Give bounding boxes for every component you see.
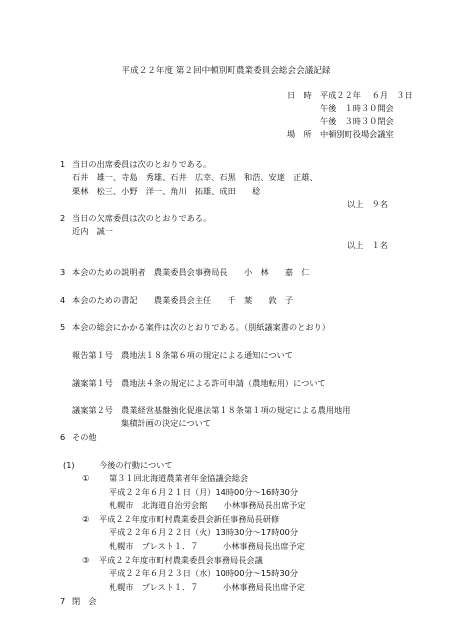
event-1-place: 札幌市 北海道自治労会館 小林事務局長出席予定 (109, 500, 306, 510)
section-number: 6 (60, 432, 66, 442)
section-number: 4 (60, 295, 66, 305)
section-text: 当日の出席委員は次のとおりである。 (72, 159, 212, 169)
subsection-title: 今後の行動について (99, 460, 173, 470)
event-3-date: 平成２２年６月２３日（水）10時00分～15時30分 (109, 568, 299, 578)
event-2-marker: ② (82, 514, 90, 524)
agenda-item-bill-2: 議案第２号 農業経営基盤強化促進法第１８条第１項の規定による農用地用 (72, 405, 351, 415)
attendee-list-line-2: 栗林 松三、小野 洋一、角川 拓雄、成田 稔 (72, 186, 261, 196)
event-1-marker: ① (82, 473, 90, 483)
place-value: 中頓別町役場会議室 (320, 129, 394, 139)
absentee-total: 以上 １名 (347, 240, 388, 250)
event-1-title: 第３１回北海道農業者年金協議会総会 (109, 473, 249, 483)
event-1-date: 平成２２年６月２１日（月）14時00分～16時30分 (109, 487, 299, 497)
section-text: 本会のための書記 農業委員会主任 千 葉 敦 子 (72, 295, 294, 305)
date-label: 日 時 (287, 90, 312, 100)
event-3-title: 平成２２年度市町村農業委員会事務局長会議 (99, 555, 263, 565)
section-number: 2 (60, 213, 66, 223)
close-time: 午後 ３時３０閉会 (320, 116, 394, 126)
section-number: 3 (60, 267, 66, 277)
open-time: 午後 １時３０開会 (320, 103, 394, 113)
section-number: 5 (60, 322, 66, 332)
section-number: 1 (60, 159, 66, 169)
attendee-list-line-1: 石井 雄一、寺島 秀雄、石井 広幸、石黒 和浩、安達 正雄、 (72, 172, 318, 182)
agenda-item-report-1: 報告第１号 農地法１８条第６項の規定による通知について (72, 350, 293, 360)
absentee-list: 近内 誠一 (72, 226, 113, 236)
event-2-date: 平成２２年６月２２日（火）13時30分～17時00分 (109, 527, 299, 537)
document-title: 平成２２年度 第２回中頓別町農業委員会総会会議記録 (121, 66, 331, 76)
place-label: 場 所 (287, 129, 312, 139)
agenda-item-bill-1: 議案第１号 農地法４条の規定による許可申請（農地転用）について (72, 378, 326, 388)
event-3-place: 札幌市 プレスト１．７ 小林事務局長出席予定 (109, 582, 305, 592)
section-text: 閉 会 (72, 596, 97, 606)
subsection-number: (1) (63, 460, 75, 470)
event-3-marker: ③ (82, 555, 90, 565)
section-text: その他 (72, 432, 97, 442)
date-value: 平成２２年 ６月 ３日 (320, 90, 413, 100)
section-number: 7 (60, 596, 66, 606)
section-text: 当日の欠席委員は次のとおりである。 (72, 213, 212, 223)
event-2-place: 札幌市 プレスト１．７ 小林事務局長出席予定 (109, 541, 305, 551)
section-text: 本会のための説明者 農業委員会事務局長 小 林 嘉 仁 (72, 267, 310, 277)
agenda-item-bill-2-continued: 集積計画の決定について (121, 418, 211, 428)
attendee-total: 以上 ９名 (347, 199, 388, 209)
event-2-title: 平成２２年度市町村農業委員会新任事務局長研修 (99, 514, 280, 524)
section-text: 本会の総会にかかる案件は次のとおりである。（別紙議案書のとおり） (72, 322, 330, 332)
